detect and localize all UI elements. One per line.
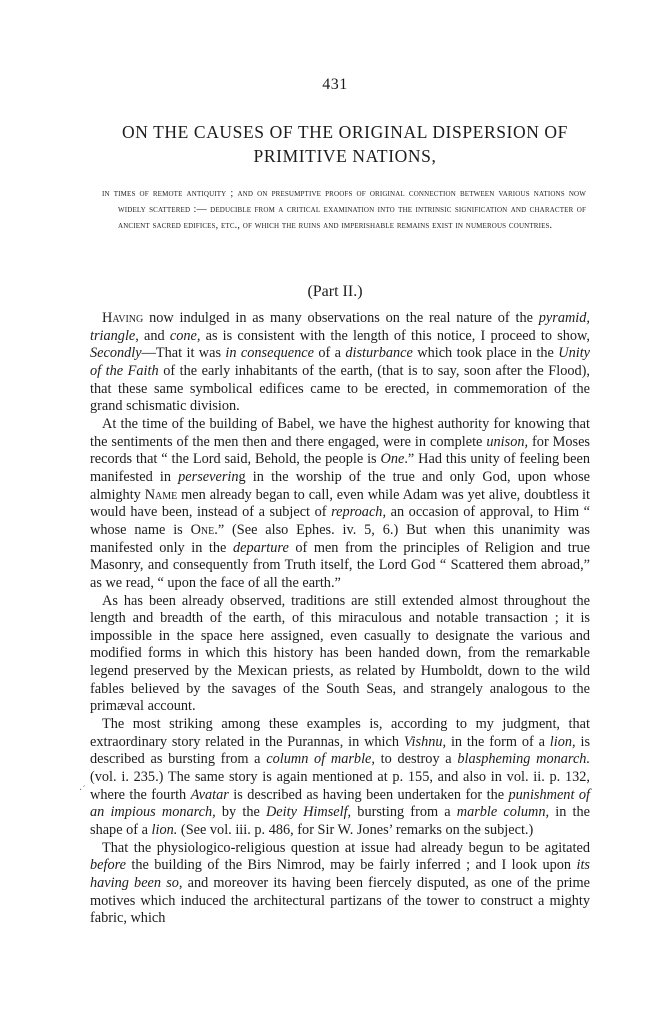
text-run: an occasion of approval, to Him “ whose name is: [90, 504, 590, 538]
emphasis-text: its having been so,: [90, 857, 590, 891]
text-run: the building of the Birs Nimrod, may be fairly inferred ; and I look upon: [126, 857, 577, 874]
small-caps-text: One: [190, 521, 215, 538]
text-run: is described as bursting from a: [90, 733, 591, 768]
emphasis-text: pyramid, triangle,: [90, 310, 590, 344]
emphasis-text: lion.: [151, 822, 178, 839]
emphasis-text: perseverin: [178, 468, 239, 485]
body-paragraph: [90, 310, 590, 416]
text-run: —That it was: [141, 345, 226, 362]
text-run: men already began to call, even while Adam was yet alive, doubtless it would have been, instead of a subject of: [90, 486, 591, 521]
emphasis-text: disturbance: [345, 345, 413, 362]
emphasis-text: column of marble,: [266, 751, 375, 768]
text-run: as is consistent with the length of this notice, I proceed to show,: [200, 327, 590, 344]
emphasis-text: unison,: [486, 433, 529, 450]
article-title: [90, 120, 600, 168]
emphasis-text: One: [380, 451, 405, 468]
emphasis-text: marble column,: [456, 804, 550, 821]
emphasis-text: punishment of an impious monarch,: [90, 786, 590, 821]
article-title-line-1: ON THE CAUSES OF THE ORIGINAL DISPERSION OF: [122, 122, 568, 142]
emphasis-text: cone,: [169, 327, 201, 344]
text-run: As has been already observed, traditions are still extended almost throughout the length and breadth of the earth, of this miraculous and notable transaction ; it is impossible in the space here assigned, even casually to designate the various and modified forms in which this history has been handed down, from the remarkable legend preserved by the Mexican priests, as related by Humboldt, down to the wild fables believed by the savages of the South Seas, and strangely analogous to the primæval account.: [90, 592, 590, 715]
emphasis-text: blaspheming monarch.: [457, 751, 591, 768]
text-run: .” (See also Ephes. iv. 5, 6.) But when this unanimity was manifested only in the: [90, 521, 590, 556]
emphasis-text: Deity Himself,: [265, 804, 352, 821]
body-paragraph: [90, 593, 590, 717]
lead-small-caps: Having: [102, 310, 144, 326]
emphasis-text: Unity of the Faith: [90, 345, 591, 379]
emphasis-text: in consequence: [225, 345, 314, 362]
emphasis-text: Vishnu,: [403, 733, 447, 750]
text-run: (vol. i. 235.) The same story is again mentioned at p. 155, and also in vol. ii. p. 132, where the fourth: [90, 769, 590, 803]
text-run: now indulged in as many observations on the real nature of the: [143, 310, 539, 326]
emphasis-text: lion,: [549, 733, 576, 750]
small-caps-text: Name: [144, 486, 178, 503]
emphasis-text: Secondly: [90, 345, 142, 362]
emphasis-text: Avatar: [190, 786, 229, 803]
text-run: which took place in the: [412, 345, 559, 362]
text-run: bursting from a: [351, 804, 457, 821]
emphasis-text: reproach,: [331, 504, 387, 521]
page-number: 431: [322, 76, 348, 93]
emphasis-text: before: [90, 857, 126, 874]
text-run: in the form of a: [446, 733, 550, 750]
emphasis-text: departure: [232, 539, 289, 556]
text-run: of men from the principles of Religion and true Masonry, and consequently from Truth itself, the Lord God “ Scattered them abroad,” as we read, “ upon the face of all the earth.”: [90, 539, 590, 591]
article-title-line-2: PRIMITIVE NATIONS,: [253, 146, 437, 166]
text-run: and: [138, 327, 170, 344]
text-run: (See vol. iii. p. 486, for Sir W. Jones’ remarks on the subject.): [177, 822, 534, 839]
text-run: That the physiologico-religious question at issue had already begun to be agitated: [102, 839, 590, 856]
text-run: The most striking among these examples is, according to my judgment, that extraordinary story related in the Purannas, in which: [90, 716, 590, 750]
text-run: by the: [215, 804, 266, 821]
margin-mark: ·´: [79, 785, 86, 796]
text-run: of the early inhabitants of the earth, (that is to say, soon after the Flood), that these same symbolical edifices came to be erected, in commemoration of the grand schismatic division.: [90, 362, 590, 415]
text-run: of a: [313, 345, 346, 362]
text-run: for Moses records that “ the Lord said, Behold, the people is: [90, 433, 590, 468]
body-paragraph: [90, 716, 590, 840]
text-run: and moreover its having been fiercely disputed, as one of the prime motives which induced the architectural partizans of the tower to construct a mighty fabric, which: [90, 875, 590, 927]
text-run: is described as having been undertaken for the: [228, 786, 509, 803]
text-run: to destroy a: [374, 751, 458, 768]
article-body: [90, 310, 590, 928]
text-run: g in the worship of the true and only God, upon whose almighty: [90, 468, 590, 503]
article-subtitle: in times of remote antiquity ; and on presumptive proofs of original connection between various nations now widely scattered :— deducible from a critical examination into the intrinsic signification and character of ancient sacred edifices, etc., of which the ruins and imperishable remains exist in numerous countries.: [102, 188, 586, 231]
text-run: in the shape of a: [90, 804, 590, 839]
text-run: .” Had this unity of feeling been manifested in: [90, 451, 590, 485]
part-heading: (Part II.): [307, 283, 363, 300]
text-run: At the time of the building of Babel, we have the highest authority for knowing that the sentiments of the men then and there engaged, were in complete: [90, 415, 590, 450]
body-paragraph: [90, 840, 590, 928]
body-paragraph: [90, 416, 590, 593]
